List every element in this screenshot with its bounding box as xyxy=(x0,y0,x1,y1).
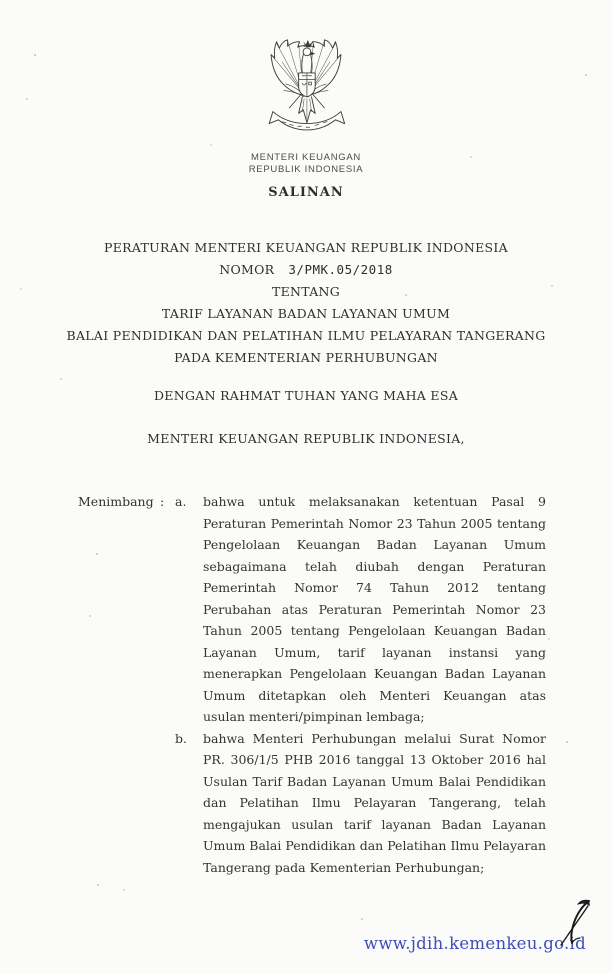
authority-line: MENTERI KEUANGAN REPUBLIK INDONESIA, xyxy=(147,431,465,446)
regulation-title xyxy=(0,237,612,369)
item-letter: a. xyxy=(175,494,187,509)
item-text: bahwa untuk melaksanakan ketentuan Pasal 9 Peraturan Pemerintah Nomor 23 Tahun 2005 tentang Pengelolaan Keuangan Badan Layanan Umum sebagaimana telah diubah dengan Peraturan Pemerintah Nomor 74 Tahun 2012 tentang Perubahan atas Peraturan Pemerintah Nomor 23 Tahun 2005 tentang Pengelolaan Keuangan Badan Layanan Umum, tarif layanan instansi yang menerapkan Pengelolaan Keuangan Badan Layanan Umum ditetapkan oleh Menteri Keuangan atas usulan menteri/pimpinan lembaga; xyxy=(203,494,546,724)
ministry-line2: REPUBLIK INDONESIA xyxy=(248,163,364,175)
title-line-subject2: BALAI PENDIDIKAN DAN PELATIHAN ILMU PELAYARAN TANGERANG xyxy=(66,328,546,343)
nomor-number: 3/PMK.05/2018 xyxy=(288,262,393,277)
paraf-signature-mark xyxy=(556,896,596,948)
copy-label: SALINAN xyxy=(268,185,344,200)
considerations-section xyxy=(78,491,546,878)
garuda-pancasila-emblem xyxy=(260,38,352,145)
invocation-line: DENGAN RAHMAT TUHAN YANG MAHA ESA xyxy=(153,388,459,403)
considerations-list xyxy=(175,491,546,878)
considerations-colon: : xyxy=(160,494,165,509)
scan-noise xyxy=(0,38,2,40)
item-text: bahwa Menteri Perhubungan melalui Surat Nomor PR. 306/1/5 PHB 2016 tanggal 13 Oktober 2016 hal Usulan Tarif Badan Layanan Umum Balai Pendidikan dan Pelatihan Ilmu Pelayaran Tangerang, telah mengajukan usulan tarif layanan Badan Layanan Umum Balai Pendidikan dan Pelatihan Ilmu Pelayaran Tangerang pada Kementerian Perhubungan; xyxy=(203,730,546,875)
nomor-prefix: NOMOR xyxy=(219,262,275,277)
ministry-name xyxy=(0,152,612,175)
title-line-regulation: PERATURAN MENTERI KEUANGAN REPUBLIK INDONESIA xyxy=(104,240,508,255)
item-letter: b. xyxy=(175,730,187,746)
consideration-item-b xyxy=(175,728,546,879)
title-line-subject3: PADA KEMENTERIAN PERHUBUNGAN xyxy=(174,350,438,365)
ministry-line1: MENTERI KEUANGAN xyxy=(251,152,361,163)
consideration-item-a xyxy=(175,491,546,728)
title-line-tentang: TENTANG xyxy=(271,284,341,299)
jdih-website-link[interactable]: www.jdih.kemenkeu.go.id xyxy=(363,934,586,953)
title-line-number xyxy=(0,259,612,281)
document-page xyxy=(0,38,612,974)
considerations-label: Menimbang xyxy=(78,494,154,509)
title-line-subject1: TARIF LAYANAN BADAN LAYANAN UMUM xyxy=(161,306,451,321)
